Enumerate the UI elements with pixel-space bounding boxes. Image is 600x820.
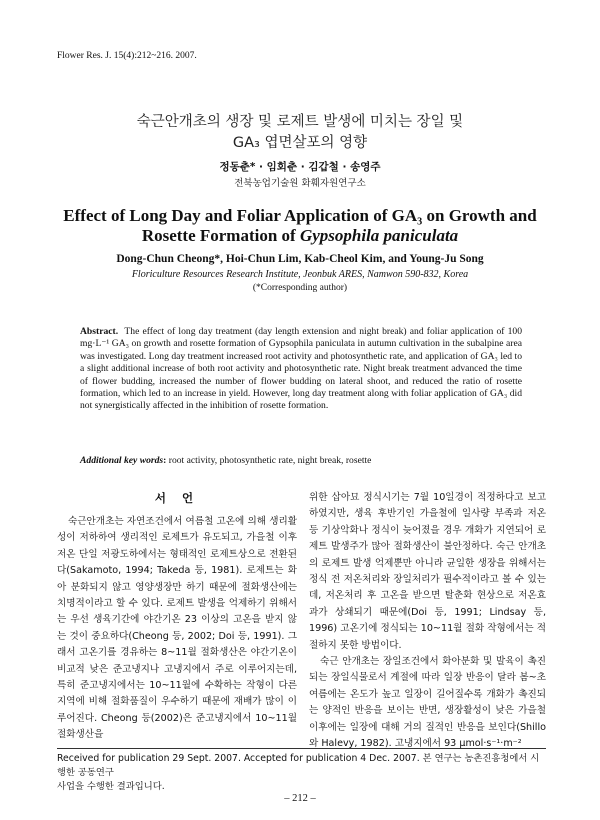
journal-citation: Flower Res. J. 15(4):212~216. 2007. <box>57 51 197 61</box>
section-heading-introduction: 서 언 <box>154 491 200 505</box>
right-column <box>309 490 546 753</box>
footnote <box>57 752 546 794</box>
left-column-paragraph: 숙근안개초는 자연조건에서 여름철 고온에 의해 생리활성이 저하하여 생리적인 로제트가 유도되고, 가을철 이후 저온 단일 저광도하에서는 형태적인 로제트상으로 전환된다(Sakamoto, 1994; Takeda 등, 1981). 로제트는 화아 분화되지 않고 영양생장만 하기 때문에 절화생산에는 치명적이라고 할 수 있다. 로제트 발생을 억제하기 위해서는 우선 생육기간에 야간기온 23 이상의 고온을 받지 않는 것이 중요하다(Cheong 등, 2002; Doi 등, 1991). 그래서 고온기를 경유하는 8~11월 절화생산은 야간기온이 비교적 낮은 준고냉지나 고냉지에서 주로 이루어지는데, 특히 준고냉지에서는 10~11월에 수확하는 작형이 다른 지역에 비해 절화품질이 우수하기 때문에 재배가 많이 이루어진다. Cheong 등(2002)은 준고냉지에서 10~11월 절화생산을 <box>57 516 297 741</box>
abstract-label: Abstract. <box>80 326 119 337</box>
english-title-species: Gypsophila paniculata <box>299 226 459 245</box>
english-affiliation: Floriculture Resources Research Institute, Jeonbuk ARES, Namwon 590-832, Korea <box>131 269 469 280</box>
keywords-label: Additional key words <box>80 455 164 466</box>
english-title-line1: Effect of Long Day and Foliar Application of GA₃ on Growth and <box>63 206 537 225</box>
page-number: – 212 – <box>284 793 316 804</box>
abstract <box>80 326 522 413</box>
korean-title-line2: GA₃ 엽면살포의 영향 <box>232 135 368 151</box>
footnote-divider <box>57 748 546 749</box>
footnote-line2: 사업을 수행한 결과입니다. <box>57 781 165 792</box>
left-column <box>57 514 297 744</box>
korean-authors: 정동춘* · 임회춘 · 김갑철 · 송영주 <box>219 161 381 173</box>
right-column-paragraph-1: 위한 삽아묘 정식시기는 7월 10일경이 적정하다고 보고하였지만, 생육 후반기인 가을철에 일사량 부족과 저온 등 기상악화나 정식이 늦어졌을 경우 개화가 지연되어 로제트 발생주가 많아 절화생산이 불안정하다. 숙근 안개초의 로제트 발생 억제뿐만 아니라 균일한 생장을 위해서는 정식 전 저온처리와 장일처리가 필수적이라고 볼 수 있는데, 저온처리 후 고온을 받으면 탈춘화 현상으로 저온효과가 상쇄되기 때문에(Doi 등, 1991; Lindsay 등, 1996) 고온기에 정식되는 10~11월 절화 작형에서는 적절하지 못한 방법이다. <box>309 492 546 651</box>
corresponding-author-note: (*Corresponding author) <box>252 283 348 293</box>
footnote-line1: Received for publication 29 Sept. 2007. Accepted for publication 4 Dec. 2007. 본 연구는 농촌진흥청에서 시행한 공동연구 <box>57 753 540 778</box>
english-title-line2 <box>0 226 600 246</box>
english-authors: Dong-Chun Cheong*, Hoi-Chun Lim, Kab-Cheol Kim, and Young-Ju Song <box>116 253 484 265</box>
keywords: Additional key words: root activity, photosynthetic rate, night break, rosette <box>80 455 372 466</box>
keywords-text: root activity, photosynthetic rate, night break, rosette <box>168 455 372 466</box>
korean-affiliation: 전북농업기술원 화훼자원연구소 <box>234 178 366 189</box>
abstract-text: The effect of long day treatment (day length extension and night break) and foliar application of 100 mg·L⁻¹ GA₃ on growth and rosette formation of Gypsophila paniculata in autumn cultivation in the subalpine area was investigated. Long day treatment increased root activity and photosynthetic rate, and application of GA₃ led to a slight additional increase of both root activity and photosynthetic rate. Night break treatment advanced the time of flower budding, increased the number of flower budding on lateral shoot, and reduced the ratio of rosette formation, which led to an increase in yield. However, long day treatment along with foliar application of GA₃ did not synergistically affected in the inhibition of rosette formation. <box>80 326 523 412</box>
right-column-paragraph-2: 숙근 안개초는 장일조건에서 화아분화 및 발육이 촉진되는 장일식물로서 계절에 따라 일장 반응이 달라 봄~초여름에는 온도가 높고 일장이 길어질수록 개화가 촉진되는 양적인 반응을 보이는 반면, 생장활성이 낮은 가을철 이후에는 일장에 대해 거의 질적인 반응을 보인다(Shillo와 Halevy, 1982). 고냉지에서 93 μmol·s⁻¹·m⁻² <box>309 656 546 750</box>
korean-title-line1: 숙근안개초의 생장 및 로제트 발생에 미치는 장일 및 <box>136 114 464 130</box>
english-title-line2-plain: Rosette Formation of <box>141 226 300 245</box>
